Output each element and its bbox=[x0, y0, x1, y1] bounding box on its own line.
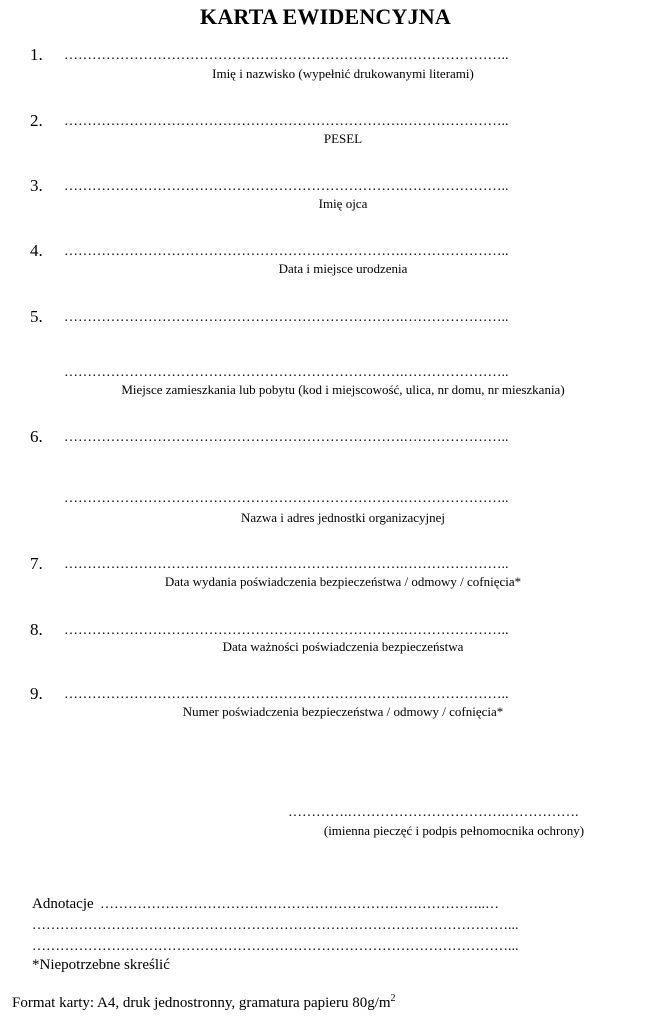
field-8-line[interactable]: ……………………………………………………………….………………….. bbox=[64, 623, 509, 638]
format-note-text: Format karty: A4, druk jednostronny, gramatura papieru 80g/m bbox=[12, 995, 391, 1011]
field-6-line-1[interactable]: ……………………………………………………………….………………….. bbox=[64, 430, 509, 445]
annotations-line-1[interactable]: ………………………………………………………………………..… bbox=[100, 897, 499, 912]
field-5-line-2[interactable]: ……………………………………………………………….………………….. bbox=[64, 365, 509, 380]
field-7-number: 7. bbox=[30, 554, 43, 573]
field-3-number: 3. bbox=[30, 176, 43, 195]
annotations-label: Adnotacje bbox=[32, 896, 94, 912]
field-2-line[interactable]: ……………………………………………………………….………………….. bbox=[64, 114, 509, 129]
signature-line[interactable]: ………….…………………………….……………. bbox=[288, 805, 579, 820]
field-6-line-2[interactable]: ……………………………………………………………….………………….. bbox=[64, 491, 509, 506]
field-2-caption: PESEL bbox=[323, 131, 363, 146]
field-2-number: 2. bbox=[30, 111, 43, 130]
field-9-caption: Numer poświadczenia bezpieczeństwa / odmowy / cofnięcia* bbox=[182, 704, 504, 719]
field-1-number: 1. bbox=[30, 45, 43, 64]
field-4-number: 4. bbox=[30, 241, 43, 260]
format-note bbox=[12, 993, 396, 1012]
footnote: *Niepotrzebne skreślić bbox=[32, 957, 170, 973]
field-3-caption: Imię ojca bbox=[318, 196, 368, 211]
field-7-caption: Data wydania poświadczenia bezpieczeństwa / odmowy / cofnięcia* bbox=[164, 574, 522, 589]
field-8-number: 8. bbox=[30, 620, 43, 639]
field-8-caption: Data ważności poświadczenia bezpieczeństwa bbox=[222, 639, 464, 654]
annotations-line-3[interactable]: …………………………………………………………………………………………... bbox=[32, 939, 519, 954]
document-title: KARTA EWIDENCYJNA bbox=[200, 4, 451, 29]
annotations-line-2[interactable]: …………………………………………………………………………………………... bbox=[32, 918, 519, 933]
field-4-line[interactable]: ……………………………………………………………….………………….. bbox=[64, 244, 509, 259]
field-7-line[interactable]: ……………………………………………………………….………………….. bbox=[64, 557, 509, 572]
field-9-number: 9. bbox=[30, 684, 43, 703]
field-4-caption: Data i miejsce urodzenia bbox=[278, 261, 408, 276]
signature-caption: (imienna pieczęć i podpis pełnomocnika ochrony) bbox=[323, 823, 585, 838]
field-1-line[interactable]: ……………………………………………………………….………………….. bbox=[64, 48, 509, 63]
field-1-caption: Imię i nazwisko (wypełnić drukowanymi literami) bbox=[212, 66, 474, 81]
field-9-line[interactable]: ……………………………………………………………….………………….. bbox=[64, 687, 509, 702]
field-5-line-1[interactable]: ……………………………………………………………….………………….. bbox=[64, 310, 509, 325]
field-5-caption: Miejsce zamieszkania lub pobytu (kod i miejscowość, ulica, nr domu, nr mieszkania) bbox=[121, 382, 565, 397]
field-3-line[interactable]: ……………………………………………………………….………………….. bbox=[64, 179, 509, 194]
field-5-number: 5. bbox=[30, 307, 43, 326]
format-note-superscript: 2 bbox=[390, 993, 396, 1004]
field-6-caption: Nazwa i adres jednostki organizacyjnej bbox=[240, 510, 446, 525]
field-6-number: 6. bbox=[30, 427, 43, 446]
